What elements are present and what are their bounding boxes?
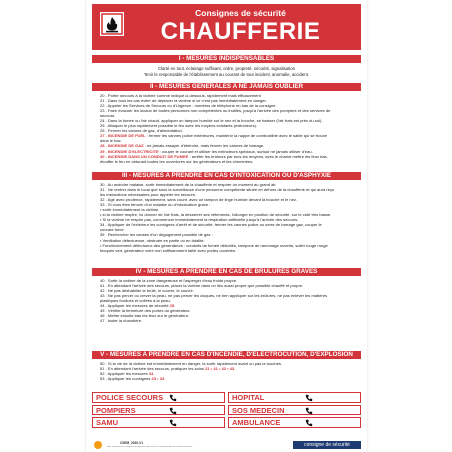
instruction-text: 41 . En attendant l'arrivée des secours, placer la victime dans un lieu aussi propre que possible chauffé et propre. [100, 283, 304, 289]
contact-hopital [228, 392, 361, 403]
instruction-line: 34 . Appliquer de l'extérieur les consignes d'arrêt et de sécurité, fermer les vannes police ou serre de barrage gaz, couper le [100, 222, 322, 228]
brand-logo-icon [94, 441, 102, 449]
instruction-line: courant force. [100, 227, 125, 233]
instruction-text: : arrêter les brûleurs par tous les moyens, avec le chariot mettre les feux bas, [188, 153, 328, 159]
phone-icon [169, 407, 177, 415]
instruction-highlight: 23 • 33 [151, 376, 165, 382]
instruction-highlight: 25 [169, 303, 175, 309]
instruction-highlight: 28 . INCENDIE DE GAZ [100, 143, 144, 149]
contact-label: POMPIERS [96, 405, 136, 415]
instruction-text: 45 . Vérifier la fermeture des portes du générateur. [100, 308, 191, 314]
section-4-list [100, 278, 355, 323]
instruction-text: étouffer le feu en obturant toutes les ouvertures sur les générateurs et les cheminées. [100, 158, 254, 164]
instruction-punct: . [234, 366, 236, 372]
instruction-line: 33 . Si vous êtes témoin d'un malaise ou d'intoxication grave : [100, 202, 211, 208]
poster-header [92, 4, 361, 50]
instruction-text: 43 . Ne pas percer ou crever la peau, ne pas percer les cloques, ne rien appliquer sur les brûlures, ne pas enlever les matières [100, 293, 327, 299]
section-3-list [100, 182, 355, 253]
instruction-line: • Si la victime ne respire pas, commencer immédiatement la respiration artificielle jusqu'à l'arrivée des secours. [100, 217, 299, 223]
instruction-line: • si la victime respire, lui donner de l'air frais, la desserrer ses vêtements, l'allonger en position de sécurité, sur le côté très basse. [100, 212, 332, 218]
section-5-list [100, 361, 355, 381]
instruction-text: 21 . Dans tous les cas éviter de déplacer la victime si ce n'est pas immédiatement en danger. [100, 98, 267, 104]
section-1-line: Clarté en tout, éclairage suffisant, ordre, propreté, sécurité, signalisation [157, 66, 296, 71]
instruction-line: • sortir immédiatement la victime, [100, 207, 160, 213]
contact-ambulance [228, 417, 361, 428]
instruction-text: secours. [100, 113, 116, 119]
instruction-highlight: 30 . INCENDIE DANS UN CONDUIT DE FUMEE [100, 153, 189, 159]
instruction-text: 40 . Sortir la victime de la zone dangereuse et l'asperger d'eau froide propre. [100, 278, 238, 283]
instruction-highlight: 27 . INCENDIE DE FUEL [100, 133, 146, 139]
contact-label: POLICE SECOURS [96, 393, 164, 402]
instruction-text: 42 . Ne pas déshabiller le brûlé, le couvrir, le couvrir. [100, 288, 194, 294]
section-2-list [100, 93, 355, 164]
instruction-text: : couper le courant et utiliser les extincteurs spéciaux, surtout ne jamais utiliser d'eau. [158, 148, 313, 154]
section-1-title: I - MESURES INDISPENSABLES [92, 55, 361, 63]
page-title: CHAUFFERIE [160, 18, 321, 45]
phone-icon [169, 394, 177, 402]
phone-icon [169, 419, 177, 427]
instruction-text: 53 . Appliquer les consignes [100, 376, 152, 382]
instruction-text: dans le bac. [100, 138, 122, 144]
instruction-line: 30 . Au moindre malaise, sortir immédiatement de la chaufferie et respirer un moment au grand air. [100, 182, 277, 187]
instruction-highlight: 21 • 41 • 42 • 43 [205, 366, 235, 372]
contact-label: SAMU [96, 418, 119, 427]
instruction-line: 32 . Agir avec prudence, rapidement, sans courir, avec un tampon de linge humide devant la bouche et le nez. [100, 197, 298, 203]
instruction-punct: . [164, 376, 166, 382]
instruction-line: 31 . Ne rentrer dans le local que sous la surveillance d'une personne compétente située en dehors de la chaufferie et qui aura reçu [100, 187, 335, 193]
instruction-line: bloqués vert, générateur voire non suffisamment taillé avec portes ouvertes. [100, 247, 237, 253]
instruction-highlight: 29 . INCENDIE D'ELECTRICITE [100, 148, 159, 154]
instruction-text: 23 . Faire évacuer les locaux de toutes personnes non compétentes ou inutiles, jusqu'à l'arrivée des pompiers et des services de [100, 108, 331, 114]
instruction-text: 52 . Appliquer les mesures [100, 371, 149, 377]
instruction-text: 24 . Dans la fumée ou l'air chaud, appliquer un tampon humide sur le nez et la bouche, se baisser (l'air frais est près du sol). [100, 118, 323, 124]
instruction-text: 26 . Fermer les vannes de gaz, d'alimentation. [100, 128, 183, 134]
instruction-text: 25 . Attaquer le plus rapidement possible le feu avec les moyens existants (extincteurs). [100, 123, 258, 129]
instruction-text: : ne jamais essayer d'éteindre, mais fermer les vannes de barrage. [143, 143, 265, 149]
instruction-text: : fermer les vannes police extérieures, maintenir la nappe de combustible avec le sable qui se trouve [145, 133, 327, 139]
contact-police [92, 392, 225, 403]
section-3-title: III - MESURES A PRENDRE EN CAS D'INTOXICATION OU D'ASPHYXIE [92, 172, 361, 180]
poster-footer [92, 441, 361, 450]
instruction-text: 44 . Appliquer les mesures de sécurité [100, 303, 170, 309]
copyright-note: Toute reproduction, intégrale ou partielle, faite sans le consentement de l'auteur est illicite [106, 446, 193, 448]
emergency-contacts [92, 392, 361, 440]
instruction-line: • Fonctionnement défectueux des générateurs : conduits de fumée déboîtés, tampons de ramonage ouverts, soliet rouge rouge [100, 242, 328, 248]
instruction-line [100, 108, 355, 113]
instruction-punct: . [174, 303, 176, 309]
instruction-line: 35 . Rechercher les causes d'un dégagement possible de gaz : [100, 232, 213, 238]
instruction-text: 47 . Isoler la chaudière. [100, 318, 143, 324]
instruction-highlight: 34 [148, 371, 154, 377]
phone-icon [305, 407, 313, 415]
instruction-line [100, 318, 355, 323]
contact-label: AMBULANCE [232, 418, 281, 427]
instruction-text: 22 . Appeler les Services de Secours ou d'Urgence : numéros de téléphone en bas de la consigne. [100, 103, 277, 109]
instruction-text: 51 . En attendant l'arrivée des secours, pratiquer les soins [100, 366, 206, 372]
contact-sos-medecin [228, 405, 361, 416]
contact-label: SOS MEDECIN [232, 405, 285, 415]
instruction-text: plastiques fondues et collées à la peau. [100, 298, 171, 304]
header-subtitle: Consignes de sécurité [195, 8, 286, 18]
instruction-line [100, 133, 355, 138]
contact-pompiers [92, 405, 225, 416]
safety-poster [86, 0, 367, 452]
instruction-text: 46 . Mettre ensuite bas les feux sur le générateur. [100, 313, 189, 319]
instruction-text: 20 . Porter secours à la victime comme indiqué ci-dessous, rapidement mais efficacement [100, 93, 261, 98]
section-4-title: IV - MESURES A PRENDRE EN CAS DE BRÛLURES GRAVES [92, 268, 361, 276]
reference-code: CSEM_2020-V1 [120, 441, 144, 445]
phone-icon [305, 419, 313, 427]
phone-icon [305, 394, 313, 402]
section-5-title: V - MESURES A PRENDRE EN CAS D'INCENDIE, D'ELECTROCUTION, D'EXPLOSION [92, 351, 361, 359]
instruction-punct: . [153, 371, 155, 377]
category-badge: consigne de sécurité [293, 441, 361, 449]
instruction-line [100, 159, 355, 164]
instruction-line [100, 376, 355, 381]
instruction-line: les instructions nécessaires pour appeler les secours. [100, 192, 197, 198]
contact-samu [92, 417, 225, 428]
instruction-line: • Ventilation défectueuse, obstruée en partie ou en totalité. [100, 237, 205, 243]
flammable-pictogram-icon [100, 12, 124, 36]
contact-label: HOPITAL [232, 393, 265, 402]
instruction-text: 50 . Si la vie de la victime est immédiatement en danger, la sortir rapidement avant ou pas la touches. [100, 361, 282, 366]
section-2-title: II - MESURES GENERALES A NE JAMAIS OUBLIER [92, 83, 361, 91]
section-1-line: Tenir le responsable de l'établissement au courant de tout incident, anomalie, accident. [143, 71, 310, 77]
